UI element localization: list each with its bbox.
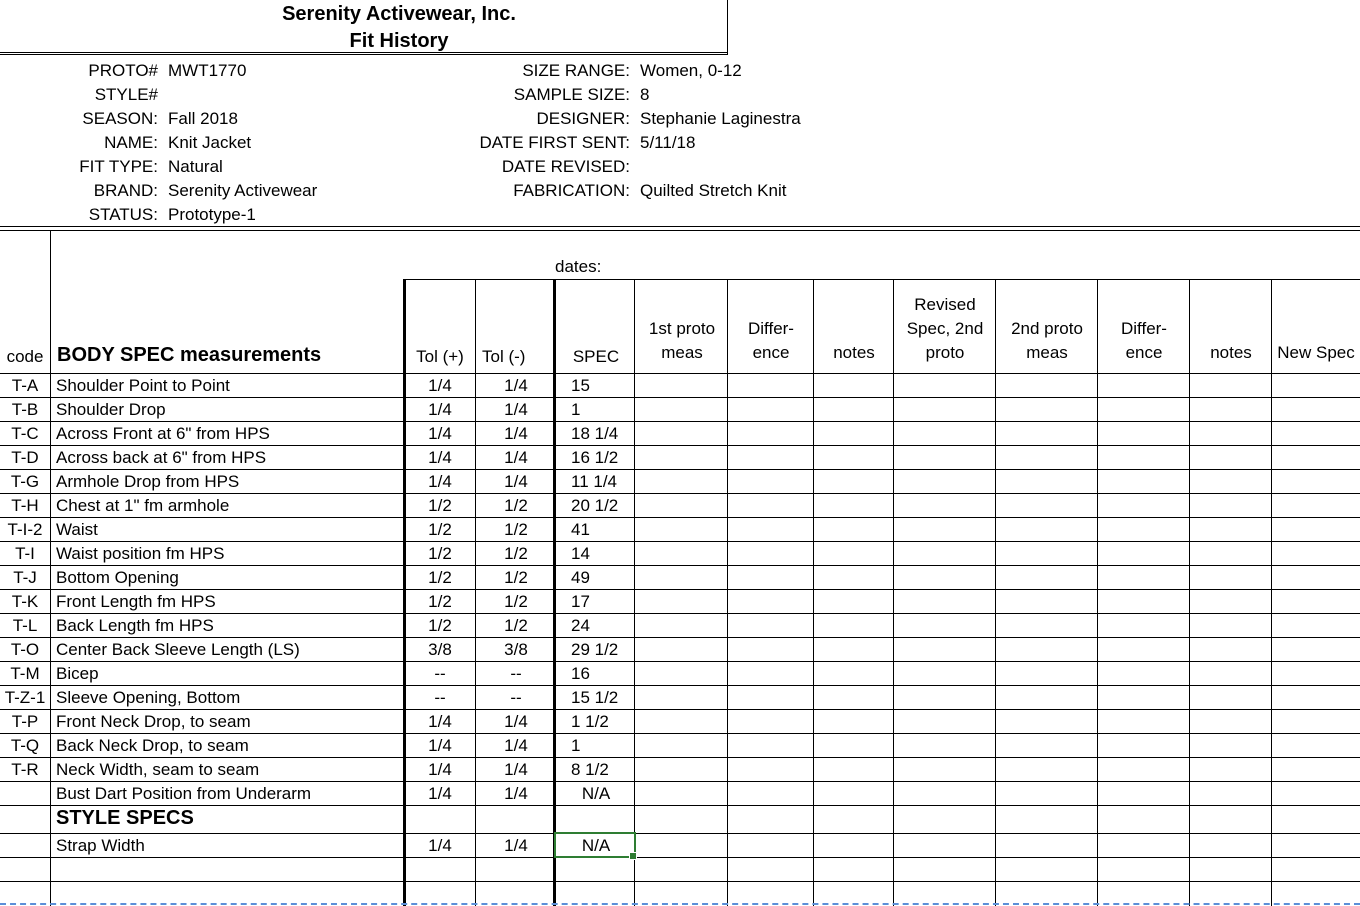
row-code[interactable]: T-I <box>15 544 35 563</box>
company-name: Serenity Activewear, Inc. <box>282 3 516 25</box>
row-description[interactable]: Shoulder Drop <box>56 400 166 419</box>
row-tol-minus[interactable]: 1/2 <box>504 616 528 635</box>
info-left-label: STATUS: <box>88 205 158 224</box>
row-code[interactable]: T-J <box>13 568 37 587</box>
row-description[interactable]: Back Neck Drop, to seam <box>56 736 249 755</box>
row-tol-minus[interactable]: -- <box>510 688 522 707</box>
row-description[interactable]: Bust Dart Position from Underarm <box>56 784 312 803</box>
row-code[interactable]: T-D <box>11 448 39 467</box>
row-code[interactable]: T-M <box>10 664 40 683</box>
row-code[interactable]: T-P <box>11 712 39 731</box>
row-code[interactable]: T-C <box>11 424 39 443</box>
row-tol-plus[interactable]: 1/2 <box>428 496 452 515</box>
info-left-value[interactable]: Knit Jacket <box>168 133 252 152</box>
info-left-label: SEASON: <box>82 109 158 128</box>
header-revised-line3: proto <box>925 343 965 362</box>
row-description[interactable]: Waist position fm HPS <box>56 544 225 563</box>
info-left-value[interactable]: MWT1770 <box>168 61 247 80</box>
row-tol-plus[interactable]: 1/4 <box>428 712 452 731</box>
row-code[interactable]: T-L <box>12 616 38 635</box>
header-diff2-line1: Differ- <box>1121 319 1167 338</box>
row-spec[interactable]: 15 <box>571 376 590 395</box>
row-tol-plus[interactable]: 1/4 <box>428 400 452 419</box>
row-spec[interactable]: 18 1/4 <box>571 424 619 443</box>
row-tol-minus[interactable]: 1/2 <box>504 520 528 539</box>
info-left-value[interactable]: Fall 2018 <box>168 109 238 128</box>
info-left-value[interactable]: Serenity Activewear <box>168 181 318 200</box>
row-tol-plus[interactable]: 1/4 <box>428 836 452 855</box>
row-tol-plus[interactable]: -- <box>434 664 446 683</box>
row-code[interactable]: T-H <box>11 496 39 515</box>
header-first-proto-line1: 1st proto <box>648 319 716 338</box>
header-revised-line1: Revised <box>914 295 976 314</box>
row-spec[interactable]: N/A <box>581 836 611 855</box>
info-right-label: SIZE RANGE: <box>522 61 630 80</box>
header-diff2-line2: ence <box>1125 343 1163 362</box>
row-tol-plus[interactable]: 1/2 <box>428 616 452 635</box>
info-left-label: STYLE# <box>94 85 158 104</box>
header-body-spec: BODY SPEC measurements <box>57 344 322 366</box>
info-left-label: NAME: <box>104 133 158 152</box>
header-diff1-line1: Differ- <box>748 319 794 338</box>
row-code[interactable]: T-G <box>10 472 40 491</box>
header-code: code <box>6 347 44 366</box>
page-break-line <box>0 903 1360 905</box>
header-notes1: notes <box>833 343 875 362</box>
row-code[interactable]: T-Q <box>10 736 40 755</box>
row-tol-minus[interactable]: -- <box>510 664 522 683</box>
grid-hline <box>403 279 1360 280</box>
row-tol-plus[interactable]: 1/2 <box>428 568 452 587</box>
row-spec[interactable]: 49 <box>571 568 590 587</box>
row-tol-plus[interactable]: 1/4 <box>428 448 452 467</box>
row-code[interactable]: T-I-2 <box>7 520 43 539</box>
info-right-label: FABRICATION: <box>513 181 630 200</box>
info-right-label: DESIGNER: <box>536 109 630 128</box>
row-tol-minus[interactable]: 1/2 <box>504 544 528 563</box>
style-specs-title: STYLE SPECS <box>56 807 194 829</box>
row-code[interactable]: T-O <box>10 640 40 659</box>
dates-label: dates: <box>555 257 602 276</box>
row-code[interactable]: T-R <box>11 760 39 779</box>
row-spec[interactable]: 1 <box>571 736 581 755</box>
row-spec[interactable]: 15 1/2 <box>571 688 619 707</box>
info-left-value[interactable]: Prototype-1 <box>168 205 256 224</box>
row-description[interactable]: Armhole Drop from HPS <box>56 472 240 491</box>
row-description[interactable]: Back Length fm HPS <box>56 616 214 635</box>
info-right-value[interactable]: Stephanie Laginestra <box>640 109 801 128</box>
header-spec: SPEC <box>572 347 620 366</box>
row-spec[interactable]: 1 <box>571 400 581 419</box>
info-right-value[interactable]: Quilted Stretch Knit <box>640 181 787 200</box>
row-tol-minus[interactable]: 1/4 <box>504 376 528 395</box>
info-right-label: DATE FIRST SENT: <box>479 133 630 152</box>
row-description[interactable]: Center Back Sleeve Length (LS) <box>56 640 300 659</box>
row-tol-plus[interactable]: 1/4 <box>428 784 452 803</box>
selected-cell[interactable] <box>554 832 636 858</box>
row-code[interactable]: T-Z-1 <box>4 688 46 707</box>
row-tol-plus[interactable]: -- <box>434 688 446 707</box>
row-tol-minus[interactable]: 1/4 <box>504 448 528 467</box>
row-description[interactable]: Bottom Opening <box>56 568 179 587</box>
row-description[interactable]: Sleeve Opening, Bottom <box>56 688 241 707</box>
row-tol-minus[interactable]: 1/4 <box>504 400 528 419</box>
row-spec[interactable]: 1 1/2 <box>571 712 609 731</box>
row-tol-minus[interactable]: 1/4 <box>504 784 528 803</box>
info-right-label: SAMPLE SIZE: <box>513 85 630 104</box>
info-right-label: DATE REVISED: <box>501 157 630 176</box>
header-second-proto-line2: meas <box>1026 343 1068 362</box>
header-revised-line2: Spec, 2nd <box>906 319 984 338</box>
info-right-value[interactable]: 8 <box>640 85 650 104</box>
header-new-spec: New Spec <box>1277 343 1355 362</box>
info-left-value[interactable]: Natural <box>168 157 223 176</box>
row-spec[interactable]: 41 <box>571 520 590 539</box>
row-description[interactable]: Front Neck Drop, to seam <box>56 712 251 731</box>
grid-hline <box>0 857 1360 858</box>
spec-grid <box>0 230 1360 906</box>
header-diff1-line2: ence <box>752 343 790 362</box>
row-spec[interactable]: 16 <box>571 664 590 683</box>
row-spec[interactable]: 14 <box>571 544 590 563</box>
row-description[interactable]: Chest at 1" fm armhole <box>56 496 230 515</box>
row-spec[interactable]: 8 1/2 <box>571 760 609 779</box>
row-spec[interactable]: 24 <box>571 616 590 635</box>
header-tol-minus: Tol (-) <box>482 347 526 366</box>
row-code[interactable]: T-B <box>11 400 39 419</box>
header-second-proto-line1: 2nd proto <box>1011 319 1083 338</box>
row-tol-minus[interactable]: 1/4 <box>504 736 528 755</box>
fill-handle[interactable] <box>629 852 637 860</box>
row-tol-plus[interactable]: 1/4 <box>428 736 452 755</box>
row-tol-plus[interactable]: 3/8 <box>428 640 452 659</box>
row-tol-minus[interactable]: 3/8 <box>504 640 528 659</box>
row-description[interactable]: Shoulder Point to Point <box>56 376 230 395</box>
row-spec[interactable]: 17 <box>571 592 590 611</box>
row-tol-minus[interactable]: 1/2 <box>504 568 528 587</box>
row-tol-minus[interactable]: 1/2 <box>504 592 528 611</box>
row-tol-plus[interactable]: 1/2 <box>428 544 452 563</box>
row-tol-minus[interactable]: 1/4 <box>504 760 528 779</box>
header-tol-plus: Tol (+) <box>416 347 464 366</box>
row-tol-minus[interactable]: 1/4 <box>504 472 528 491</box>
grid-hline <box>0 833 1360 834</box>
info-left-label: BRAND: <box>93 181 158 200</box>
row-spec[interactable]: 16 1/2 <box>571 448 619 467</box>
document-title: Fit History <box>349 30 449 52</box>
row-tol-minus[interactable]: 1/4 <box>504 836 528 855</box>
row-description[interactable]: Bicep <box>56 664 99 683</box>
header-first-proto-line2: meas <box>661 343 703 362</box>
row-description[interactable]: Waist <box>56 520 98 539</box>
row-description[interactable]: Strap Width <box>56 836 145 855</box>
row-tol-plus[interactable]: 1/4 <box>428 472 452 491</box>
header-notes2: notes <box>1210 343 1252 362</box>
grid-hline <box>0 881 1360 882</box>
info-right-value[interactable]: 5/11/18 <box>640 133 696 152</box>
row-tol-plus[interactable]: 1/4 <box>428 760 452 779</box>
row-code[interactable]: T-K <box>11 592 39 611</box>
row-description[interactable]: Across back at 6" from HPS <box>56 448 267 467</box>
info-left-label: PROTO# <box>88 61 158 80</box>
row-tol-minus[interactable]: 1/2 <box>504 496 528 515</box>
row-description[interactable]: Neck Width, seam to seam <box>56 760 260 779</box>
row-tol-plus[interactable]: 1/4 <box>428 376 452 395</box>
row-tol-minus[interactable]: 1/4 <box>504 424 528 443</box>
row-tol-plus[interactable]: 1/2 <box>428 520 452 539</box>
info-left-label: FIT TYPE: <box>79 157 158 176</box>
info-right-value[interactable]: Women, 0-12 <box>640 61 742 80</box>
row-spec[interactable]: N/A <box>581 784 611 803</box>
row-tol-minus[interactable]: 1/4 <box>504 712 528 731</box>
row-spec[interactable]: 29 1/2 <box>571 640 619 659</box>
row-spec[interactable]: 11 1/4 <box>571 472 618 491</box>
row-tol-plus[interactable]: 1/2 <box>428 592 452 611</box>
row-description[interactable]: Across Front at 6" from HPS <box>56 424 270 443</box>
row-tol-plus[interactable]: 1/4 <box>428 424 452 443</box>
row-description[interactable]: Front Length fm HPS <box>56 592 216 611</box>
row-code[interactable]: T-A <box>11 376 39 395</box>
row-spec[interactable]: 20 1/2 <box>571 496 619 515</box>
